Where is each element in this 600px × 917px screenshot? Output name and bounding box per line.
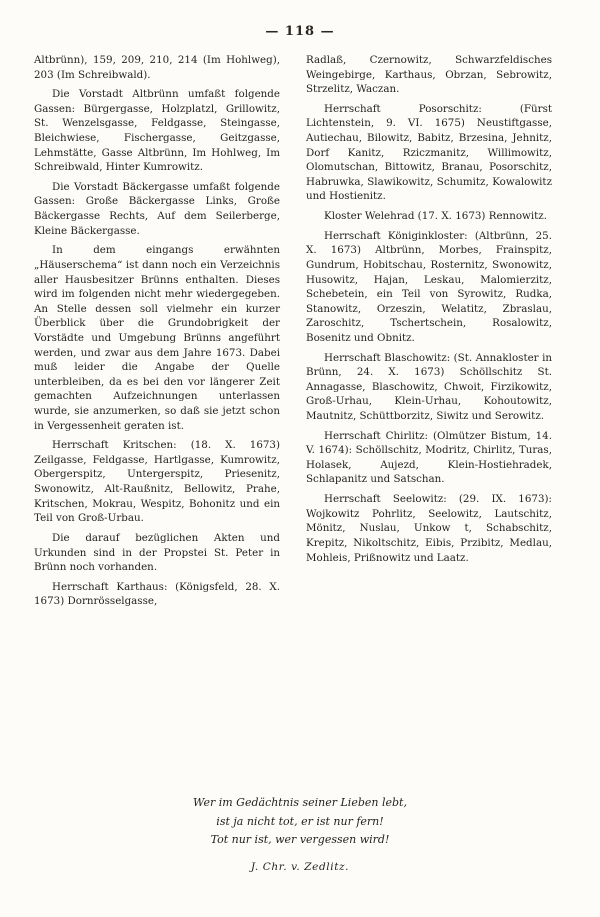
footer-quotation <box>0 794 600 877</box>
paragraph: Radlaß, Czernowitz, Schwarzfeldisches Weingebirge, Karthaus, Obrzan, Sebrowitz, Strzelitz, Waczan. <box>306 54 552 96</box>
paragraph-herrschaft-koeniginkloster: Herrschaft Königinkloster: (Altbrünn, 25. X. 1673) Altbrünn, Morbes, Frainspitz, Gundrum, Hobitschau, Rosternitz, Swonowitz, Husowitz, Hajan, Leskau, Malomierzitz, Schebetein, ein Teil von Syrowitz, Rudka, Stanowitz, Orzeszin, Welatitz, Zbraslau, Zaroschitz, Tschertschein, Rosalowitz, Bosenitz und Obnitz. <box>306 229 552 344</box>
two-column-body <box>0 39 600 614</box>
paragraph-herrschaft-kritschen: Herrschaft Kritschen: (18. X. 1673) Zeilgasse, Feldgasse, Hartlgasse, Kumrowitz, Obergerspitz, Untergerspitz, Priesenitz, Swonowitz, Alt-Raußnitz, Bellowitz, Prahe, Kritschen, Mokrau, Wespitz, Bohonitz und ein Teil von Groß-Urbau. <box>34 439 280 525</box>
right-column <box>306 53 552 614</box>
paragraph: Die Vorstadt Altbrünn umfaßt folgende Gassen: Bürgergasse, Holzplatzl, Grillowitz, St. Wenzelsgasse, Feldgasse, Steingasse, Bleichwiese, Fischergasse, Geitzgasse, Lehmstätte, Gasse Altbrünn, Im Hohlweg, Im Schreibwald, Hinter Kumrowitz. <box>34 88 280 174</box>
quote-line: Tot nur ist, wer vergessen wird! <box>210 833 390 847</box>
paragraph: Die darauf bezüglichen Akten und Urkunden sind in der Propstei St. Peter in Brünn noch vorhanden. <box>34 531 280 574</box>
paragraph: In dem eingangs erwähnten „Häuserschema“ ist dann noch ein Verzeichnis aller Hausbesitzer Brünns enthalten. Dieses wird im folgenden nicht mehr wiedergegeben. An Stelle dessen soll vielmehr ein kurzer Überblick über die Grundobrigkeit der Vorstädte und Umgebung Brünns angeführt werden, und zwar aus dem Jahre 1673. Dabei muß leider die Angabe der Quelle unterbleiben, da es bei den vor längerer Zeit gemachten Aufzeichnungen unterlassen wurde, sie anzumerken, so daß sie jetzt schon in Vergessenheit geraten ist. <box>34 244 280 432</box>
quote-line: ist ja nicht tot, er ist nur fern! <box>216 814 384 828</box>
paragraph-herrschaft-posorschitz: Herrschaft Posorschitz: (Fürst Lichtenstein, 9. VI. 1675) Neustiftgasse, Autiechau, Bilowitz, Babitz, Brzesina, Jehnitz, Dorf Kanitz, Rziczmanitz, Willimowitz, Olomutschan, Bittowitz, Branau, Posorschitz, Habruwka, Slawikowitz, Schumitz, Kowalowitz und Hostienitz. <box>306 102 552 203</box>
paragraph-herrschaft-karthaus: Herrschaft Karthaus: (Königsfeld, 28. X. 1673) Dornrösselgasse, <box>34 580 280 608</box>
paragraph-herrschaft-blaschowitz: Herrschaft Blaschowitz: (St. Annakloster in Brünn, 24. X. 1673) Schöllschitz St. Annagasse, Blaschowitz, Chwoit, Firzikowitz, Groß-Urhau, Klein-Urhau, Kohoutowitz, Mautnitz, Schüttborzitz, Siwitz und Serowitz. <box>306 351 552 423</box>
paragraph-kloster-welehrad: Kloster Welehrad (17. X. 1673) Rennowitz. <box>324 210 547 223</box>
quote-line: Wer im Gedächtnis seiner Lieben lebt, <box>193 796 407 810</box>
paragraph-herrschaft-chirlitz: Herrschaft Chirlitz: (Olmützer Bistum, 14. V. 1674): Schöllschitz, Modritz, Chirlitz, Turas, Holasek, Aujezd, Klein-Hostiehradek, Schlapanitz und Satschan. <box>306 429 552 486</box>
page-number: — 118 — <box>265 24 335 39</box>
paragraph: Altbrünn), 159, 209, 210, 214 (Im Hohlweg), 203 (Im Schreibwald). <box>34 54 280 81</box>
quote-attribution: J. Chr. v. Zedlitz. <box>250 861 350 874</box>
paragraph-herrschaft-seelowitz: Herrschaft Seelowitz: (29. IX. 1673): Wojkowitz Pohrlitz, Seelowitz, Lautschitz, Mönitz, Nuslau, Unkow t, Schabschitz, Krepitz, Nikoltschitz, Eibis, Przibitz, Medlau, Mohleis, Prißnowitz und Laatz. <box>306 493 552 564</box>
left-column <box>34 53 280 614</box>
paragraph: Die Vorstadt Bäckergasse umfaßt folgende Gassen: Große Bäckergasse Links, Große Bäckergasse Rechts, Auf dem Seilerberge, Kleine Bäckergasse. <box>34 180 280 237</box>
